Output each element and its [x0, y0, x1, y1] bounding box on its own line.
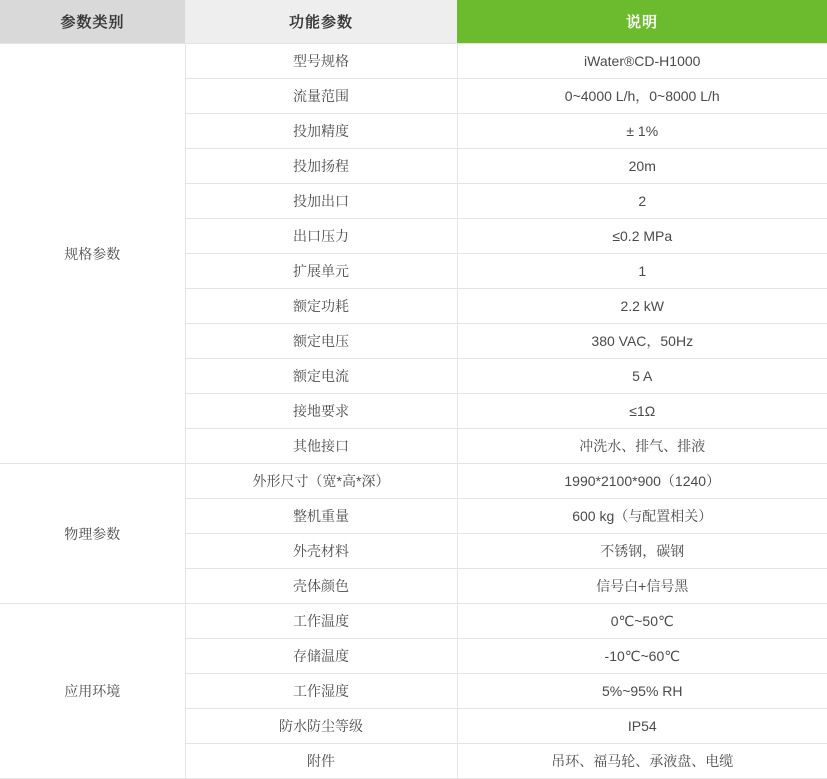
value-cell: 0℃~50℃ — [457, 604, 827, 639]
param-cell: 工作湿度 — [185, 674, 457, 709]
value-cell: 5 A — [457, 359, 827, 394]
value-cell: 2 — [457, 184, 827, 219]
value-cell: 信号白+信号黑 — [457, 569, 827, 604]
param-cell: 外形尺寸（宽*高*深） — [185, 464, 457, 499]
category-cell: 规格参数 — [0, 44, 185, 464]
category-cell: 物理参数 — [0, 464, 185, 604]
value-cell: 2.2 kW — [457, 289, 827, 324]
value-cell: 380 VAC，50Hz — [457, 324, 827, 359]
param-cell: 投加出口 — [185, 184, 457, 219]
param-cell: 额定功耗 — [185, 289, 457, 324]
table-row — [0, 464, 827, 499]
value-cell: 冲洗水、排气、排液 — [457, 429, 827, 464]
header-description: 说明 — [457, 0, 827, 44]
param-cell: 工作温度 — [185, 604, 457, 639]
param-cell: 投加精度 — [185, 114, 457, 149]
value-cell: 600 kg（与配置相关） — [457, 499, 827, 534]
header-row — [0, 0, 827, 44]
param-cell: 存储温度 — [185, 639, 457, 674]
value-cell: 0~4000 L/h，0~8000 L/h — [457, 79, 827, 114]
param-cell: 接地要求 — [185, 394, 457, 429]
value-cell: 5%~95% RH — [457, 674, 827, 709]
value-cell: 吊环、福马轮、承液盘、电缆 — [457, 744, 827, 779]
param-cell: 防水防尘等级 — [185, 709, 457, 744]
param-cell: 出口压力 — [185, 219, 457, 254]
param-cell: 流量范围 — [185, 79, 457, 114]
value-cell: 1 — [457, 254, 827, 289]
table-row — [0, 44, 827, 79]
value-cell: ± 1% — [457, 114, 827, 149]
value-cell: ≤1Ω — [457, 394, 827, 429]
category-cell: 应用环境 — [0, 604, 185, 779]
value-cell: IP54 — [457, 709, 827, 744]
param-cell: 外壳材料 — [185, 534, 457, 569]
value-cell: 20m — [457, 149, 827, 184]
value-cell: 不锈钢，碳钢 — [457, 534, 827, 569]
value-cell: -10℃~60℃ — [457, 639, 827, 674]
param-cell: 额定电压 — [185, 324, 457, 359]
param-cell: 壳体颜色 — [185, 569, 457, 604]
param-cell: 额定电流 — [185, 359, 457, 394]
param-cell: 整机重量 — [185, 499, 457, 534]
param-cell: 投加扬程 — [185, 149, 457, 184]
table-row — [0, 604, 827, 639]
header-param: 功能参数 — [185, 0, 457, 44]
header-category: 参数类别 — [0, 0, 185, 44]
value-cell: ≤0.2 MPa — [457, 219, 827, 254]
value-cell: 1990*2100*900（1240） — [457, 464, 827, 499]
value-cell: iWater®CD-H1000 — [457, 44, 827, 79]
param-cell: 型号规格 — [185, 44, 457, 79]
param-cell: 其他接口 — [185, 429, 457, 464]
param-cell: 扩展单元 — [185, 254, 457, 289]
param-cell: 附件 — [185, 744, 457, 779]
